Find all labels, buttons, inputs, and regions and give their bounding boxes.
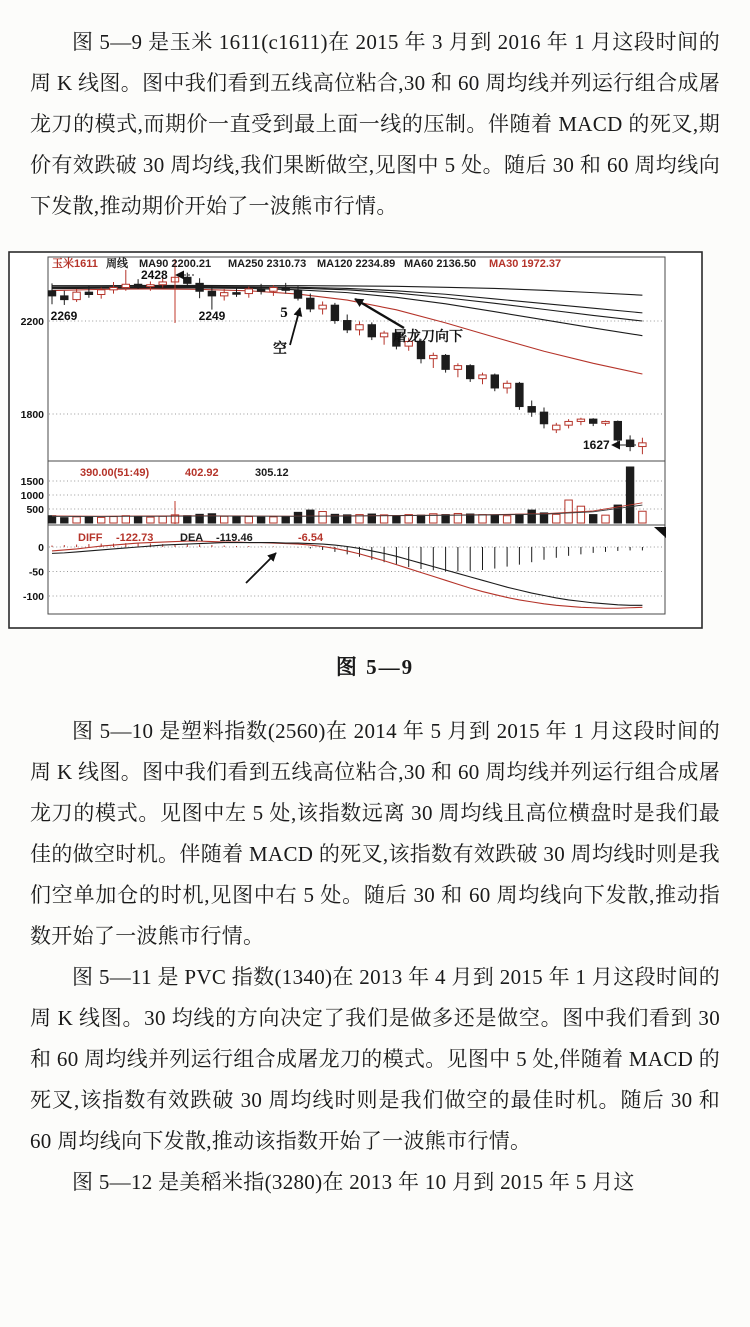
svg-text:1800: 1800 [20,409,44,421]
kline-chart [8,251,703,629]
text-column [0,0,750,227]
high-price-label: 2428 [141,268,168,282]
ma30-label: MA30 1972.37 [489,258,562,270]
entry-5-label: 5 [280,305,288,321]
paragraph: 图 5—12 是美稻米指(3280)在 2013 年 10 月到 2015 年 5 月这 [72,1170,635,1194]
paragraph: 图 5—11 是 PVC 指数(1340)在 2013 年 4 月到 2015 年 1 月这段时间的周 K 线图。30 均线的方向决定了我们是做多还是做空。图中我们看到 30 和 60 周均线并列运行组合成屠龙刀的模式。见图中 5 处,伴随着 MACD 的死叉,该指数有效跌破 30 周均线时则是我们做空的最佳时机。随后 30 和 60 周均线向下发散,推动该指数开始了一波熊市行情。 [30,965,720,1153]
low2-label: 2249 [198,309,226,323]
diff-label: DIFF [78,532,103,544]
chart-symbol: 玉米1611 [52,258,98,270]
ma90-label: MA90 2200.21 [139,258,212,270]
dea-label: DEA [180,532,204,544]
short-label: 空 [273,342,287,357]
figure-caption: 图 5—9 [335,655,415,679]
diff-value: -122.73 [116,532,154,544]
ma60-label: MA60 2136.50 [404,258,477,270]
hist-value: -6.54 [298,532,324,544]
ma120-label: MA120 2234.89 [317,258,396,270]
volume-value-1: 390.00(51:49) [80,467,150,479]
svg-text:500: 500 [26,504,44,516]
paragraph: 图 5—9 是玉米 1611(c1611)在 2015 年 3 月到 2016 年 1 月这段时间的周 K 线图。图中我们看到五线高位粘合,30 和 60 周均线并列运行组合成屠龙刀的模式,而期价一直受到最上面一线的压制。伴随着 MACD 的死叉,期价有效跌破 30 周均线,我们果断做空,见图中 5 处。随后 30 和 60 周均线向下发散,推动期价开始了一波熊市行情。 [30,30,720,218]
low1-label: 2269 [50,309,78,323]
dea-value: -119.46 [216,532,253,544]
last-low-label: 1627 [583,438,610,452]
svg-text:-100: -100 [22,591,44,603]
ma250-label: MA250 2310.73 [228,258,307,270]
svg-text:1500: 1500 [20,476,44,488]
figure-5-9 [8,251,703,629]
svg-text:2200: 2200 [20,316,44,328]
volume-value-2: 402.92 [185,467,219,479]
svg-text:1000: 1000 [20,490,44,502]
svg-text:-50: -50 [28,566,44,579]
knife-label: 屠龙刀向下 [393,330,463,345]
volume-value-3: 305.12 [255,467,289,479]
chart-period: 周线 [106,258,128,270]
paragraph: 图 5—10 是塑料指数(2560)在 2014 年 5 月到 2015 年 1 月这段时间的周 K 线图。图中我们看到五线高位粘合,30 和 60 周均线并列运行组合成屠龙刀的模式。见图中左 5 处,该指数远离 30 周均线且高位横盘时是我们最佳的做空时机。伴随着 MACD 的死叉,该指数有效跌破 30 周均线时则是我们空单加仓的时机,见图中右 5 处。随后 30 和 60 周均线向下发散,推动指数开始了一波熊市行情。 [30,719,720,948]
text-column-lower [0,711,750,1203]
svg-text:0: 0 [38,542,44,554]
